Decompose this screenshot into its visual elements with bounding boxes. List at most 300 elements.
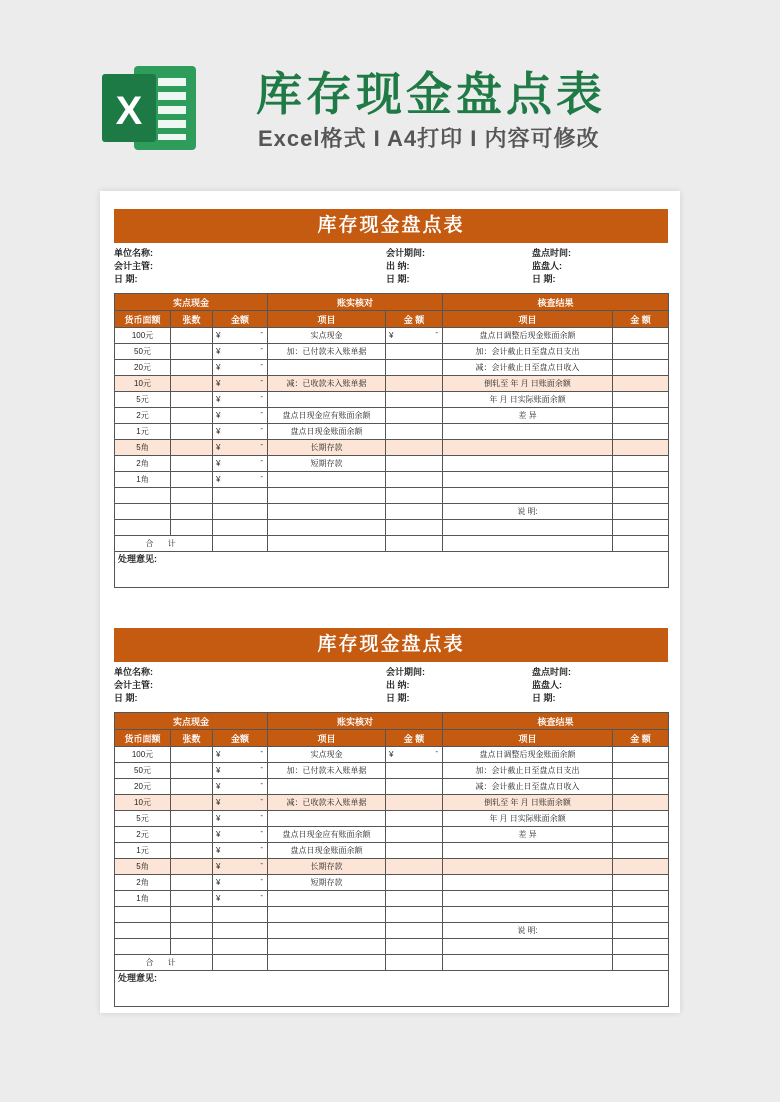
table-row <box>115 843 669 859</box>
item-cell: 实点现金 <box>268 328 386 344</box>
item-cell: 减：已收款未入账单据 <box>268 376 386 392</box>
amount-cell[interactable] <box>213 939 268 955</box>
cash-count-table <box>114 712 669 1007</box>
item-amount-cell[interactable] <box>386 827 443 843</box>
amount-cell[interactable] <box>213 907 268 923</box>
result-amount-cell[interactable] <box>613 536 669 552</box>
denomination-cell: 20元 <box>115 360 171 376</box>
item-amount-cell[interactable] <box>386 747 443 763</box>
amount-cell[interactable] <box>213 360 268 376</box>
result-amount-cell[interactable] <box>613 488 669 504</box>
count-cell[interactable] <box>171 923 213 939</box>
result-amount-cell[interactable] <box>613 456 669 472</box>
amount-cell[interactable] <box>213 779 268 795</box>
count-cell[interactable] <box>171 520 213 536</box>
count-cell[interactable] <box>171 328 213 344</box>
result-amount-cell[interactable] <box>613 424 669 440</box>
zero-dash: - <box>260 827 264 836</box>
remark-row <box>115 971 669 1007</box>
result-amount-cell[interactable] <box>613 891 669 907</box>
table-row <box>115 456 669 472</box>
result-amount-cell[interactable] <box>613 392 669 408</box>
item-amount-cell[interactable] <box>386 456 443 472</box>
date-label-left: 日 期: <box>114 274 138 284</box>
table-row <box>115 472 669 488</box>
result-amount-cell[interactable] <box>613 747 669 763</box>
period-label: 会计期间: <box>386 248 425 258</box>
column-header-row <box>115 730 669 747</box>
result-amount-cell[interactable] <box>613 376 669 392</box>
col-header-item: 项目 <box>268 311 386 328</box>
result-amount-cell[interactable] <box>613 344 669 360</box>
denomination-cell <box>115 939 171 955</box>
table-row <box>115 859 669 875</box>
item-cell <box>268 907 386 923</box>
denomination-cell: 50元 <box>115 763 171 779</box>
zero-dash: - <box>260 891 264 900</box>
amount-cell[interactable] <box>213 955 268 971</box>
result-item-cell: 加：会计截止日至盘点日支出 <box>443 344 613 360</box>
denomination-cell: 5元 <box>115 811 171 827</box>
col-header-amount: 金额 <box>213 730 268 747</box>
item-amount-cell[interactable] <box>386 440 443 456</box>
yen-sign: ¥ <box>216 766 221 775</box>
item-cell <box>268 472 386 488</box>
item-amount-cell[interactable] <box>386 779 443 795</box>
count-cell[interactable] <box>171 827 213 843</box>
zero-dash: - <box>260 360 264 369</box>
count-cell[interactable] <box>171 504 213 520</box>
form-meta <box>114 662 668 712</box>
yen-sign: ¥ <box>389 331 394 340</box>
amount-cell[interactable] <box>213 344 268 360</box>
denomination-cell: 2元 <box>115 408 171 424</box>
item-cell <box>268 891 386 907</box>
result-item-cell: 倒轧至 年 月 日账面余额 <box>443 795 613 811</box>
table-row <box>115 875 669 891</box>
yen-sign: ¥ <box>216 830 221 839</box>
zero-dash: - <box>260 859 264 868</box>
result-amount-cell[interactable] <box>613 939 669 955</box>
total-label: 合 计 <box>115 536 213 552</box>
zero-dash: - <box>435 328 439 337</box>
count-cell[interactable] <box>171 472 213 488</box>
table-row <box>115 344 669 360</box>
item-cell: 长期存款 <box>268 859 386 875</box>
table-row <box>115 779 669 795</box>
yen-sign: ¥ <box>216 427 221 436</box>
col-header-denomination: 货币面额 <box>115 730 171 747</box>
period-label: 会计期间: <box>386 667 425 677</box>
result-item-cell <box>443 955 613 971</box>
form-title: 库存现金盘点表 <box>114 628 668 662</box>
result-amount-cell[interactable] <box>613 795 669 811</box>
result-item-cell <box>443 939 613 955</box>
zero-dash: - <box>260 376 264 385</box>
denomination-cell: 1角 <box>115 472 171 488</box>
result-amount-cell[interactable] <box>613 440 669 456</box>
remark-cell[interactable]: 处理意见: <box>115 552 669 588</box>
unit-label: 单位名称: <box>114 667 153 677</box>
table-row <box>115 440 669 456</box>
item-cell: 盘点日现金应有账面余额 <box>268 408 386 424</box>
item-cell <box>268 504 386 520</box>
group-header-check-result: 核查结果 <box>443 294 669 311</box>
count-cell[interactable] <box>171 843 213 859</box>
item-amount-cell[interactable] <box>386 795 443 811</box>
col-header-amount-2: 金 额 <box>386 730 443 747</box>
cash-count-form-2 <box>114 628 668 1007</box>
column-header-row <box>115 311 669 328</box>
monitor-label: 监盘人: <box>532 261 562 271</box>
count-cell[interactable] <box>171 875 213 891</box>
item-amount-cell[interactable] <box>386 376 443 392</box>
item-amount-cell[interactable] <box>386 939 443 955</box>
amount-cell[interactable] <box>213 891 268 907</box>
supervisor-label: 会计主管: <box>114 261 153 271</box>
yen-sign: ¥ <box>216 750 221 759</box>
item-cell <box>268 955 386 971</box>
table-row <box>115 811 669 827</box>
item-cell: 短期存款 <box>268 456 386 472</box>
note-label: 说 明: <box>443 923 613 939</box>
item-cell <box>268 488 386 504</box>
result-item-cell <box>443 456 613 472</box>
amount-cell[interactable] <box>213 811 268 827</box>
result-amount-cell[interactable] <box>613 955 669 971</box>
table-row <box>115 763 669 779</box>
table-row <box>115 392 669 408</box>
amount-cell[interactable] <box>213 827 268 843</box>
col-header-amount-2: 金 额 <box>386 311 443 328</box>
yen-sign: ¥ <box>216 782 221 791</box>
item-amount-cell[interactable] <box>386 923 443 939</box>
result-item-cell <box>443 424 613 440</box>
count-cell[interactable] <box>171 376 213 392</box>
result-amount-cell[interactable] <box>613 875 669 891</box>
result-amount-cell[interactable] <box>613 907 669 923</box>
yen-sign: ¥ <box>216 379 221 388</box>
col-header-denomination: 货币面额 <box>115 311 171 328</box>
yen-sign: ¥ <box>216 862 221 871</box>
total-row <box>115 536 669 552</box>
item-amount-cell[interactable] <box>386 520 443 536</box>
date-label-right: 日 期: <box>532 693 556 703</box>
amount-cell[interactable] <box>213 408 268 424</box>
amount-cell[interactable] <box>213 424 268 440</box>
cashier-label: 出 纳: <box>386 261 410 271</box>
col-header-result-amount: 金 额 <box>613 730 669 747</box>
count-time-label: 盘点时间: <box>532 248 571 258</box>
result-item-cell <box>443 472 613 488</box>
remark-row <box>115 552 669 588</box>
note-label: 说 明: <box>443 504 613 520</box>
count-cell[interactable] <box>171 939 213 955</box>
yen-sign: ¥ <box>216 395 221 404</box>
denomination-cell <box>115 504 171 520</box>
amount-cell[interactable] <box>213 456 268 472</box>
zero-dash: - <box>260 408 264 417</box>
item-cell <box>268 939 386 955</box>
item-amount-cell[interactable] <box>386 328 443 344</box>
result-item-cell <box>443 520 613 536</box>
count-cell[interactable] <box>171 859 213 875</box>
item-amount-cell[interactable] <box>386 488 443 504</box>
table-row <box>115 376 669 392</box>
zero-dash: - <box>260 440 264 449</box>
amount-cell[interactable] <box>213 536 268 552</box>
table-row <box>115 328 669 344</box>
amount-cell[interactable] <box>213 747 268 763</box>
col-header-item: 项目 <box>268 730 386 747</box>
group-header-actual-cash: 实点现金 <box>115 713 268 730</box>
count-cell[interactable] <box>171 907 213 923</box>
result-item-cell: 年 月 日实际账面余额 <box>443 392 613 408</box>
result-amount-cell[interactable] <box>613 843 669 859</box>
form-title: 库存现金盘点表 <box>114 209 668 243</box>
count-cell[interactable] <box>171 795 213 811</box>
item-amount-cell[interactable] <box>386 859 443 875</box>
amount-cell[interactable] <box>213 843 268 859</box>
yen-sign: ¥ <box>216 363 221 372</box>
amount-cell[interactable] <box>213 763 268 779</box>
zero-dash: - <box>260 392 264 401</box>
item-cell: 长期存款 <box>268 440 386 456</box>
col-header-amount: 金额 <box>213 311 268 328</box>
yen-sign: ¥ <box>216 894 221 903</box>
result-amount-cell[interactable] <box>613 811 669 827</box>
result-item-cell: 年 月 日实际账面余额 <box>443 811 613 827</box>
item-cell <box>268 923 386 939</box>
denomination-cell: 1元 <box>115 424 171 440</box>
denomination-cell <box>115 520 171 536</box>
item-cell <box>268 779 386 795</box>
item-amount-cell[interactable] <box>386 408 443 424</box>
result-item-cell <box>443 859 613 875</box>
result-amount-cell[interactable] <box>613 328 669 344</box>
amount-cell[interactable] <box>213 520 268 536</box>
yen-sign: ¥ <box>216 459 221 468</box>
yen-sign: ¥ <box>216 798 221 807</box>
count-cell[interactable] <box>171 456 213 472</box>
result-amount-cell[interactable] <box>613 779 669 795</box>
supervisor-label: 会计主管: <box>114 680 153 690</box>
amount-cell[interactable] <box>213 859 268 875</box>
group-header-reconciliation: 账实核对 <box>268 713 443 730</box>
result-item-cell <box>443 536 613 552</box>
denomination-cell: 2角 <box>115 875 171 891</box>
group-header-actual-cash: 实点现金 <box>115 294 268 311</box>
denomination-cell <box>115 923 171 939</box>
count-cell[interactable] <box>171 344 213 360</box>
result-item-cell: 盘点日调整后现金账面余额 <box>443 747 613 763</box>
count-cell[interactable] <box>171 763 213 779</box>
count-cell[interactable] <box>171 424 213 440</box>
count-cell[interactable] <box>171 891 213 907</box>
table-row <box>115 747 669 763</box>
denomination-cell: 1角 <box>115 891 171 907</box>
result-item-cell: 减：会计截止日至盘点日收入 <box>443 779 613 795</box>
page-title: 库存现金盘点表 <box>256 68 606 120</box>
item-cell <box>268 811 386 827</box>
result-amount-cell[interactable] <box>613 859 669 875</box>
count-cell[interactable] <box>171 360 213 376</box>
unit-label: 单位名称: <box>114 248 153 258</box>
form-meta <box>114 243 668 293</box>
item-amount-cell[interactable] <box>386 424 443 440</box>
zero-dash: - <box>260 424 264 433</box>
item-cell <box>268 392 386 408</box>
zero-dash: - <box>260 747 264 756</box>
denomination-cell: 50元 <box>115 344 171 360</box>
amount-cell[interactable] <box>213 923 268 939</box>
item-cell: 加：已付款未入账单据 <box>268 763 386 779</box>
amount-cell[interactable] <box>213 376 268 392</box>
zero-dash: - <box>260 875 264 884</box>
count-cell[interactable] <box>171 488 213 504</box>
result-item-cell <box>443 907 613 923</box>
yen-sign: ¥ <box>216 475 221 484</box>
item-cell: 加：已付款未入账单据 <box>268 344 386 360</box>
count-time-label: 盘点时间: <box>532 667 571 677</box>
table-row <box>115 923 669 939</box>
result-amount-cell[interactable] <box>613 827 669 843</box>
table-row <box>115 795 669 811</box>
item-amount-cell[interactable] <box>386 536 443 552</box>
item-amount-cell[interactable] <box>386 344 443 360</box>
group-header-reconciliation: 账实核对 <box>268 294 443 311</box>
count-cell[interactable] <box>171 440 213 456</box>
count-cell[interactable] <box>171 747 213 763</box>
result-item-cell: 减：会计截止日至盘点日收入 <box>443 360 613 376</box>
table-row <box>115 360 669 376</box>
yen-sign: ¥ <box>216 878 221 887</box>
yen-sign: ¥ <box>216 443 221 452</box>
result-amount-cell[interactable] <box>613 520 669 536</box>
item-amount-cell[interactable] <box>386 843 443 859</box>
date-label-mid: 日 期: <box>386 274 410 284</box>
count-cell[interactable] <box>171 779 213 795</box>
amount-cell[interactable] <box>213 472 268 488</box>
result-amount-cell[interactable] <box>613 504 669 520</box>
zero-dash: - <box>260 472 264 481</box>
amount-cell[interactable] <box>213 392 268 408</box>
item-amount-cell[interactable] <box>386 811 443 827</box>
denomination-cell: 1元 <box>115 843 171 859</box>
zero-dash: - <box>260 811 264 820</box>
result-amount-cell[interactable] <box>613 763 669 779</box>
result-item-cell <box>443 488 613 504</box>
item-cell: 减：已收款未入账单据 <box>268 795 386 811</box>
count-cell[interactable] <box>171 811 213 827</box>
result-item-cell <box>443 843 613 859</box>
amount-cell[interactable] <box>213 795 268 811</box>
yen-sign: ¥ <box>216 814 221 823</box>
result-item-cell: 倒轧至 年 月 日账面余额 <box>443 376 613 392</box>
denomination-cell: 2元 <box>115 827 171 843</box>
item-cell: 盘点日现金应有账面余额 <box>268 827 386 843</box>
result-item-cell: 差 异 <box>443 408 613 424</box>
item-amount-cell[interactable] <box>386 875 443 891</box>
yen-sign: ¥ <box>216 347 221 356</box>
amount-cell[interactable] <box>213 504 268 520</box>
denomination-cell: 100元 <box>115 328 171 344</box>
group-header-check-result: 核查结果 <box>443 713 669 730</box>
page-subtitle: Excel格式 I A4打印 I 内容可修改 <box>258 126 600 151</box>
item-amount-cell[interactable] <box>386 907 443 923</box>
col-header-result-item: 项目 <box>443 730 613 747</box>
col-header-count: 张数 <box>171 730 213 747</box>
result-item-cell <box>443 891 613 907</box>
remark-cell[interactable]: 处理意见: <box>115 971 669 1007</box>
zero-dash: - <box>435 747 439 756</box>
count-cell[interactable] <box>171 408 213 424</box>
item-amount-cell[interactable] <box>386 392 443 408</box>
item-amount-cell[interactable] <box>386 360 443 376</box>
denomination-cell: 20元 <box>115 779 171 795</box>
table-row <box>115 504 669 520</box>
monitor-label: 监盘人: <box>532 680 562 690</box>
item-amount-cell[interactable] <box>386 891 443 907</box>
denomination-cell <box>115 488 171 504</box>
zero-dash: - <box>260 843 264 852</box>
cashier-label: 出 纳: <box>386 680 410 690</box>
group-header-row <box>115 713 669 730</box>
item-cell <box>268 536 386 552</box>
zero-dash: - <box>260 763 264 772</box>
result-amount-cell[interactable] <box>613 472 669 488</box>
total-row <box>115 955 669 971</box>
date-label-right: 日 期: <box>532 274 556 284</box>
count-cell[interactable] <box>171 392 213 408</box>
cash-count-form-1 <box>114 209 668 588</box>
item-amount-cell[interactable] <box>386 763 443 779</box>
denomination-cell: 10元 <box>115 795 171 811</box>
item-amount-cell[interactable] <box>386 504 443 520</box>
group-header-row <box>115 294 669 311</box>
result-item-cell: 差 异 <box>443 827 613 843</box>
amount-cell[interactable] <box>213 440 268 456</box>
table-row <box>115 939 669 955</box>
denomination-cell: 5角 <box>115 440 171 456</box>
item-cell: 实点现金 <box>268 747 386 763</box>
result-item-cell <box>443 440 613 456</box>
amount-cell[interactable] <box>213 328 268 344</box>
amount-cell[interactable] <box>213 488 268 504</box>
item-amount-cell[interactable] <box>386 472 443 488</box>
col-header-result-item: 项目 <box>443 311 613 328</box>
yen-sign: ¥ <box>216 846 221 855</box>
zero-dash: - <box>260 456 264 465</box>
zero-dash: - <box>260 344 264 353</box>
denomination-cell <box>115 907 171 923</box>
item-cell: 盘点日现金账面余额 <box>268 424 386 440</box>
result-amount-cell[interactable] <box>613 360 669 376</box>
logo-letter: X <box>115 89 143 133</box>
item-amount-cell[interactable] <box>386 955 443 971</box>
zero-dash: - <box>260 328 264 337</box>
sheet-paper <box>100 191 680 1013</box>
item-cell: 盘点日现金账面余额 <box>268 843 386 859</box>
date-label-left: 日 期: <box>114 693 138 703</box>
amount-cell[interactable] <box>213 875 268 891</box>
result-amount-cell[interactable] <box>613 408 669 424</box>
denomination-cell: 2角 <box>115 456 171 472</box>
yen-sign: ¥ <box>216 331 221 340</box>
result-amount-cell[interactable] <box>613 923 669 939</box>
result-item-cell: 盘点日调整后现金账面余额 <box>443 328 613 344</box>
denomination-cell: 5角 <box>115 859 171 875</box>
